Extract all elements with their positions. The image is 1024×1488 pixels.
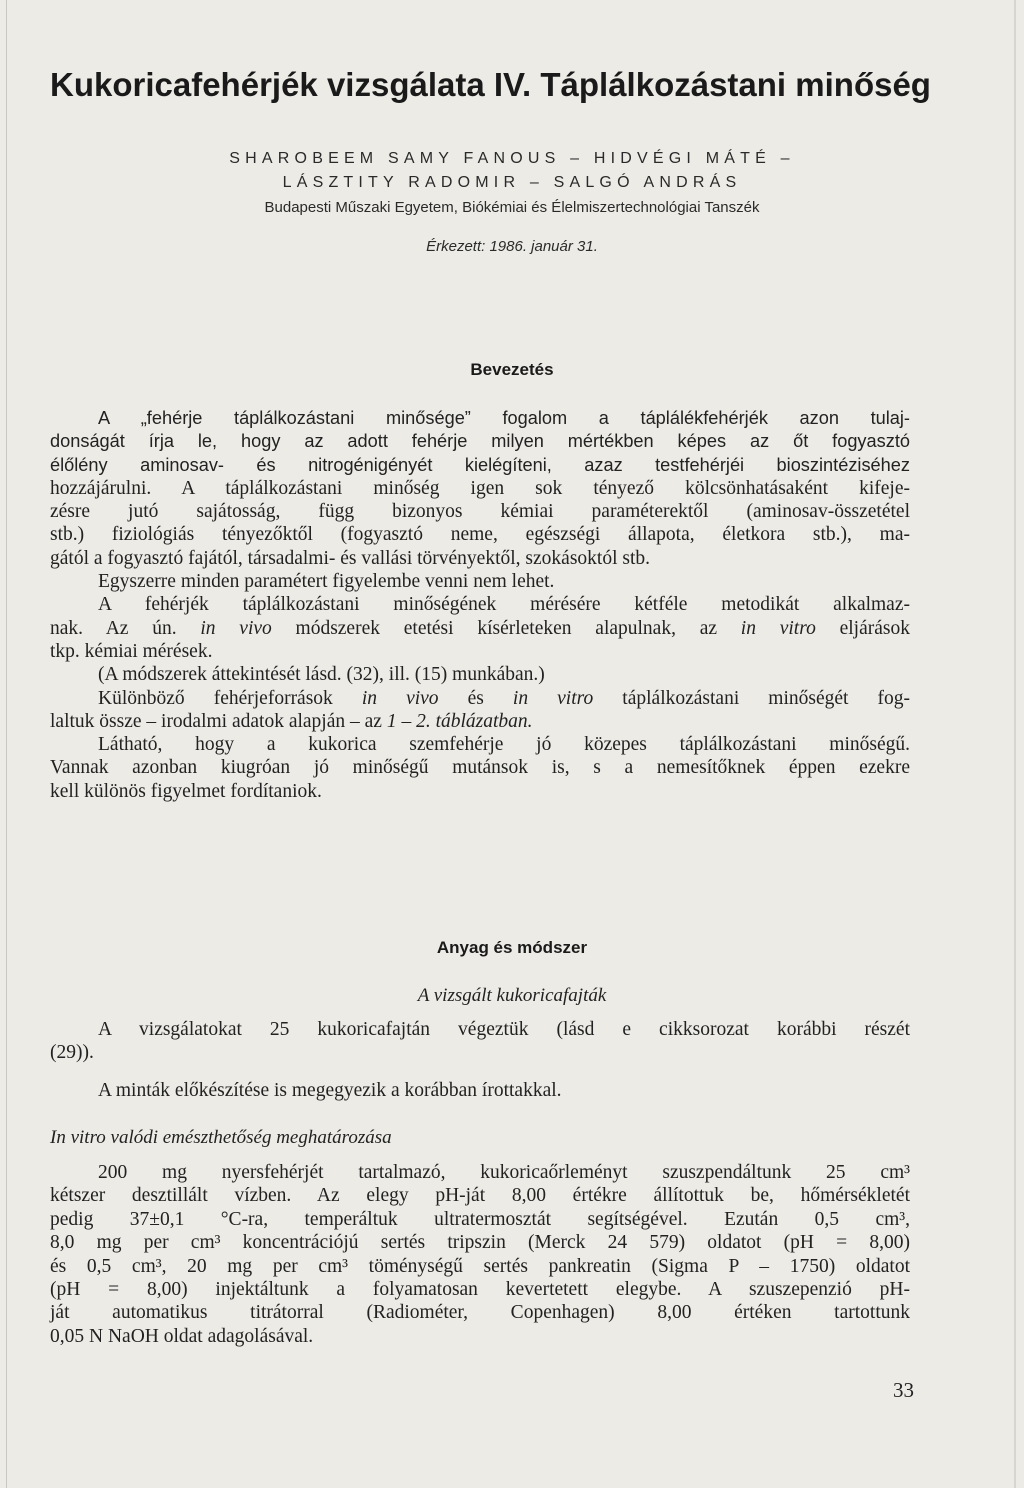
methods-subheading-digestibility: In vitro valódi emészthetőség meghatározása [50, 1127, 392, 1148]
authors-line-1: SHAROBEEM SAMY FANOUS – HIDVÉGI MÁTÉ – [229, 150, 795, 167]
intro-line: hozzájárulni. A táplálkozástani minőség igen sok tényező kölcsönhatásaként kifeje- [50, 477, 910, 499]
affiliation: Budapesti Műszaki Egyetem, Biókémiai és Élelmiszertechnológiai Tanszék [264, 199, 760, 216]
methods-line: 200 mg nyersfehérjét tartalmazó, kukoricaőrleményt szuszpendáltunk 25 cm³ [98, 1162, 910, 1183]
methods-line: és 0,5 cm³, 20 mg per cm³ töménységű sertés pankreatin (Sigma P – 1750) oldatot [50, 1255, 910, 1277]
intro-paragraph-2: Egyszerre minden paramétert figyelembe venni nem lehet. [98, 571, 555, 593]
intro-line: élőlény aminosav- és nitrogénigényét kielégíteni, azaz testfehérjéi bioszintéziséhez [50, 454, 910, 475]
intro-paragraph-4: (A módszerek áttekintését lásd. (32), ill. (15) munkában.) [98, 664, 545, 686]
intro-paragraph-6-line: Látható, hogy a kukorica szemfehérje jó közepes táplálkozástani minőségű. [98, 734, 910, 756]
methods-paragraph-3 [50, 1161, 910, 1348]
intro-paragraph-3-line: tkp. kémiai mérések. [50, 640, 213, 662]
intro-paragraph-6-line: Vannak azonban kiugróan jó minőségű mutánsok is, s a nemesítőknek éppen ezekre [50, 757, 910, 779]
methods-line: 8,0 mg per cm³ koncentrációjú sertés tripszin (Merck 24 579) oldatot (pH = 8,00) [50, 1232, 910, 1254]
article-title: Kukoricafehérjék vizsgálata IV. Táplálkozástani minőség [50, 66, 931, 103]
methods-subheading-varieties: A vizsgált kukoricafajták [417, 985, 607, 1006]
methods-line: (pH = 8,00) injektáltunk a folyamatosan kevertetett elegybe. A szuszepenzió pH- [50, 1279, 910, 1301]
page-number: 33 [893, 1378, 914, 1402]
authors-line-2: LÁSZTITY RADOMIR – SALGÓ ANDRÁS [282, 174, 742, 191]
intro-line: gától a fogyasztó fajától, társadalmi- és vallási törvényektől, szokásoktól stb. [50, 547, 651, 569]
page-edge-left [6, 0, 7, 1488]
introduction-body [50, 407, 910, 803]
intro-paragraph-6-line: kell különös figyelmet fordítaniok. [50, 780, 322, 802]
methods-line: ját automatikus titrátorral (Radiométer, Copenhagen) 8,00 értéken tartottunk [50, 1302, 910, 1324]
methods-heading: Anyag és módszer [436, 938, 588, 957]
intro-paragraph-3-line: nak. Az ún. in vivo módszerek etetési kísérleteken alapulnak, az in vitro eljárások [50, 617, 910, 639]
methods-paragraph-1 [50, 1018, 910, 1065]
intro-line: stb.) fiziológiás tényezőktől (fogyasztó neme, egészségi állapota, életkora stb.), ma- [50, 524, 910, 546]
methods-line: A minták előkészítése is megegyezik a korábban írottakkal. [98, 1080, 562, 1101]
methods-line: A vizsgálatokat 25 kukoricafajtán végeztük (lásd e cikksorozat korábbi részét [98, 1019, 910, 1040]
methods-line: (29)). [50, 1042, 94, 1064]
page-edge-right [1014, 0, 1016, 1488]
intro-line: donságát írja le, hogy az adott fehérje milyen mértékben képes az őt fogyasztó [50, 431, 910, 452]
methods-line: pedig 37±0,1 °C-ra, temperáltuk ultratermosztát segítségével. Ezután 0,5 cm³, [50, 1208, 910, 1230]
intro-paragraph-3-line: A fehérjék táplálkozástani minőségének mérésére kétféle metodikát alkalmaz- [98, 594, 910, 616]
intro-paragraph-5-line: Különböző fehérjeforrások in vivo és in vitro táplálkozástani minőségét fog- [98, 687, 910, 709]
intro-paragraph-5-line: laltuk össze – irodalmi adatok alapján – az 1 – 2. táblázatban. [50, 710, 533, 732]
methods-line: kétszer desztillált vízben. Az elegy pH-ját 8,00 értékre állítottuk be, hőmérsékletét [50, 1185, 910, 1207]
methods-line: 0,05 N NaOH oldat adagolásával. [50, 1325, 314, 1347]
received-date: Érkezett: 1986. január 31. [426, 238, 598, 255]
intro-line: zésre jutó sajátosság, függ bizonyos kémiai paraméterektől (aminosav-összetétel [50, 501, 910, 523]
intro-line: A „fehérje táplálkozástani minősége” fogalom a táplálékfehérjék azon tulaj- [98, 408, 910, 428]
introduction-heading: Bevezetés [470, 360, 554, 379]
methods-paragraph-2 [50, 1079, 910, 1102]
